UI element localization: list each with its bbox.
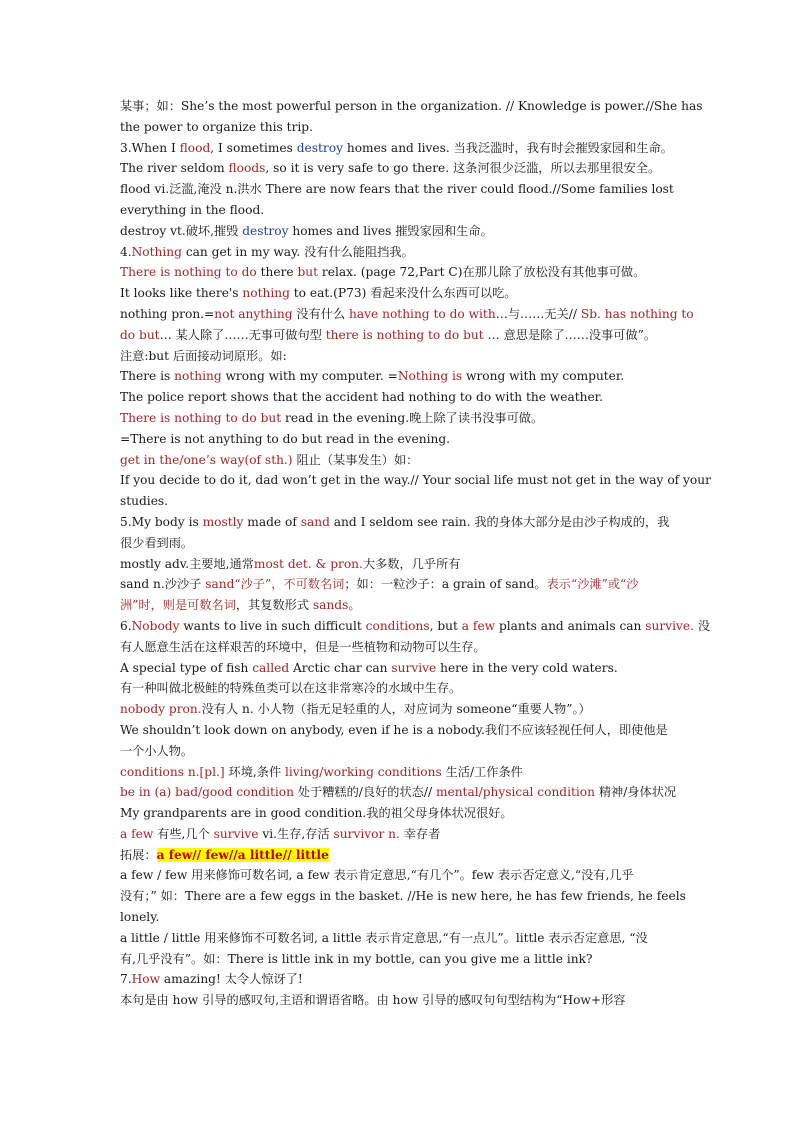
text-line [120, 741, 680, 762]
text-span: 没 [693, 618, 711, 633]
emphasized-text: flood [179, 140, 211, 155]
text-line [120, 678, 680, 699]
text-span: 生活/工作条件 [441, 764, 523, 779]
text-span: A special type of fish [120, 660, 253, 675]
text-line [120, 720, 680, 741]
text-span: 有一种叫做北极鲑的特殊鱼类可以在这非常寒冷的水域中生存。 [120, 681, 462, 696]
text-line [120, 96, 703, 117]
text-span: lonely. [120, 910, 160, 925]
text-span: a few / few 用来修饰可数名词, a few 表示肯定意思,“有几个”。few 表示否定意义,“没有,几乎 [120, 868, 634, 883]
emphasized-text: survivor n. [333, 826, 400, 841]
text-line [120, 470, 711, 491]
text-line [120, 138, 680, 159]
emphasized-text: nothing [242, 286, 290, 301]
text-span: read in the evening.晚上除了读书没事可做。 [281, 410, 544, 425]
text-line [120, 803, 680, 824]
emphasized-text: destroy [296, 140, 343, 155]
text-span: wants to live in such difficult [179, 618, 366, 633]
text-span: relax. (page 72,Part C)在那儿除了放松没有其他事可做。 [318, 265, 646, 280]
text-span: a little / little 用来修饰不可数名词, a little 表示肯定意思,“有一点儿”。little 表示否定意思, “没 [120, 930, 648, 945]
emphasized-text: mostly [202, 514, 244, 529]
text-span: 有,几乎没有”。如：There is little ink in my bottle, can you give me a little ink? [120, 951, 593, 966]
text-span: 大多数，几乎所有 [362, 556, 461, 571]
emphasized-text: mental/physical condition [435, 785, 595, 800]
text-line [120, 907, 680, 928]
text-line [120, 450, 680, 471]
text-span: My grandparents are in good condition.我的祖父母身体状况很好。 [120, 806, 513, 821]
text-span: We shouldn’t look down on anybody, even if he is a nobody.我们不应该轻视任何人，即使他是 [120, 722, 668, 737]
text-line [120, 969, 680, 990]
text-span: amazing! 太令人惊讶了! [160, 972, 303, 987]
text-span: 4. [120, 244, 132, 259]
text-line [120, 491, 680, 512]
text-span: destroy vt.破坏,摧毁 [120, 223, 243, 238]
text-line [120, 845, 680, 866]
text-line [120, 408, 680, 429]
text-span: 6. [120, 618, 132, 633]
text-span: to eat.(P73) 看起来没什么东西可以吃。 [289, 286, 517, 301]
text-line [120, 658, 680, 679]
text-span: 幸存者 [399, 826, 441, 841]
emphasized-text: survive. [645, 618, 694, 633]
text-line [120, 158, 680, 179]
text-line [120, 699, 680, 720]
text-line [120, 865, 680, 886]
text-span: 注意:but 后面接动词原形。如: [120, 348, 287, 363]
text-span: can get in my way. 没有什么能阻挡我。 [181, 244, 414, 259]
text-span: mostly adv.主要地,通常 [120, 556, 254, 571]
text-line [120, 325, 680, 346]
text-span: 阻止（某事发生）如： [292, 452, 419, 467]
emphasized-text: not anything [214, 306, 293, 321]
text-line [120, 949, 680, 970]
emphasized-text: There is nothing to do but [120, 410, 282, 425]
text-span: 没有什么 [292, 306, 350, 321]
emphasized-text: nothing [174, 369, 222, 384]
emphasized-text: called [252, 660, 290, 675]
emphasized-text: conditions [365, 618, 430, 633]
text-line [120, 221, 680, 242]
text-line [120, 366, 680, 387]
text-line [120, 200, 680, 221]
text-span: 3.When I [120, 140, 180, 155]
emphasized-text: have nothing to do with [349, 306, 496, 321]
text-span: 7. [120, 972, 132, 987]
emphasized-text: Nobody [131, 618, 180, 633]
text-span: homes and lives. 当我泛滥时，我有时会摧毁家园和生命。 [342, 140, 673, 155]
text-line [120, 637, 680, 658]
text-span: 拓展： [120, 847, 157, 862]
emphasized-text: How [131, 972, 161, 987]
text-line [120, 533, 680, 554]
emphasized-text: living/working conditions [285, 764, 442, 779]
text-line [120, 782, 680, 803]
text-line [120, 762, 680, 783]
emphasized-text: nobody pron. [120, 702, 202, 717]
text-span: …与……无关// [495, 306, 581, 321]
emphasized-text: Sb. has nothing to [580, 306, 694, 321]
text-span: , so it is very safe to go there. 这条河很少泛滥，所以去那里很安全。 [265, 161, 661, 176]
emphasized-text: conditions n.[pl.] [120, 764, 225, 779]
text-span: 有些,几个 [153, 826, 214, 841]
text-span: homes and lives 摧毁家园和生命。 [288, 223, 493, 238]
document-page [120, 96, 711, 1011]
text-span: made of [243, 514, 301, 529]
text-line [120, 574, 680, 595]
text-span: wrong with my computer. [462, 369, 625, 384]
text-line [120, 262, 680, 283]
emphasized-text: a few [120, 826, 154, 841]
text-span: , but [429, 618, 462, 633]
text-span: 没有人 n. 小人物（指无足轻重的人，对应词为 someone“重要人物”。） [201, 702, 591, 717]
emphasized-text: destroy [242, 223, 289, 238]
text-line [120, 616, 711, 637]
emphasized-text: be in (a) bad/good condition [120, 785, 294, 800]
emphasized-text: there is nothing to do but [325, 327, 484, 342]
text-span: and I seldom see rain. 我的身体大部分是由沙子构成的，我 [329, 514, 670, 529]
text-span: It looks like there's [120, 286, 243, 301]
text-span: wrong with my computer. = [221, 369, 398, 384]
text-span: , I sometimes [210, 140, 297, 155]
text-span: ，其复数形式 [235, 598, 313, 613]
highlighted-text: a few// few//a little// little [156, 847, 329, 862]
emphasized-text: survive [213, 826, 259, 841]
text-span: There is [120, 369, 175, 384]
text-line [120, 928, 680, 949]
text-span: 一个小人物。 [120, 743, 194, 758]
text-line [120, 283, 680, 304]
emphasized-text: get in the/one’s way(of sth.) [120, 452, 293, 467]
text-span: … 意思是除了……没事可做”。 [483, 327, 657, 342]
emphasized-text: sands [312, 598, 349, 613]
text-span: flood vi.泛滥,淹没 n.洪水 There are now fears that the river could flood.//Some families lost [120, 182, 674, 197]
emphasized-text: There is nothing to do [120, 265, 257, 280]
emphasized-text: floods [228, 161, 266, 176]
text-span: sand n.沙沙子 [120, 577, 206, 592]
emphasized-text: most det. & pron. [253, 556, 363, 571]
emphasized-text: do but [120, 327, 160, 342]
text-span: there [256, 265, 298, 280]
text-line [120, 595, 680, 616]
emphasized-text: 表示“沙滩”或“沙 [546, 577, 639, 592]
text-span: 。 [348, 598, 361, 613]
text-line [120, 346, 680, 367]
text-span: The police report shows that the accident had nothing to do with the weather. [120, 390, 604, 405]
text-line [120, 117, 680, 138]
emphasized-text: 洲”时，则是可数名词 [120, 598, 236, 613]
text-line [120, 179, 680, 200]
text-line [120, 886, 686, 907]
emphasized-text: survive [391, 660, 437, 675]
text-span: If you decide to do it, dad won’t get in the way.// Your social life must not get in the way of your [120, 473, 711, 488]
text-span: vi.生存,存活 [258, 826, 334, 841]
emphasized-text: a few [461, 618, 496, 633]
text-span: nothing pron.= [120, 306, 215, 321]
text-line [120, 512, 680, 533]
text-span: 环境,条件 [224, 764, 286, 779]
text-line [120, 304, 694, 325]
text-span: … 某人除了……无事可做句型 [159, 327, 326, 342]
text-span: 有人愿意生活在这样艰苦的环境中，但是一些植物和动物可以生存。 [120, 639, 486, 654]
text-line [120, 824, 680, 845]
text-line [120, 387, 680, 408]
text-span: =There is not anything to do but read in the evening. [120, 431, 451, 446]
text-span: 5.My body is [120, 514, 203, 529]
text-span: 某事；如：She’s the most powerful person in the organization. // Knowledge is power.//She has [120, 99, 703, 113]
text-span: 没有；” 如：There are a few eggs in the basket. //He is new here, he has few friends, he feels [120, 889, 686, 904]
text-line [120, 554, 680, 575]
emphasized-text: sand“沙子”，不可数名词 [205, 577, 345, 592]
text-span: 处于糟糕的/良好的状态// [293, 785, 436, 800]
emphasized-text: Nothing [131, 244, 182, 259]
text-span: plants and animals can [495, 618, 646, 633]
text-span: 精神/身体状况 [594, 785, 677, 800]
text-span: ；如：一粒沙子：a grain of sand。 [344, 577, 547, 592]
text-span: Arctic char can [289, 660, 392, 675]
text-span: 本句是由 how 引导的感叹句,主语和谓语省略。由 how 引导的感叹句句型结构为“How+形容 [120, 993, 626, 1008]
text-line [120, 990, 680, 1011]
emphasized-text: but [297, 265, 319, 280]
text-span: the power to organize this trip. [120, 119, 313, 134]
text-span: The river seldom [120, 161, 229, 176]
text-span: everything in the flood. [120, 202, 265, 217]
emphasized-text: sand [300, 514, 330, 529]
emphasized-text: Nothing is [397, 369, 463, 384]
text-span: here in the very cold waters. [436, 660, 618, 675]
text-span: studies. [120, 494, 169, 509]
text-line [120, 429, 680, 450]
text-line [120, 242, 680, 263]
text-span: 很少看到雨。 [120, 535, 194, 550]
